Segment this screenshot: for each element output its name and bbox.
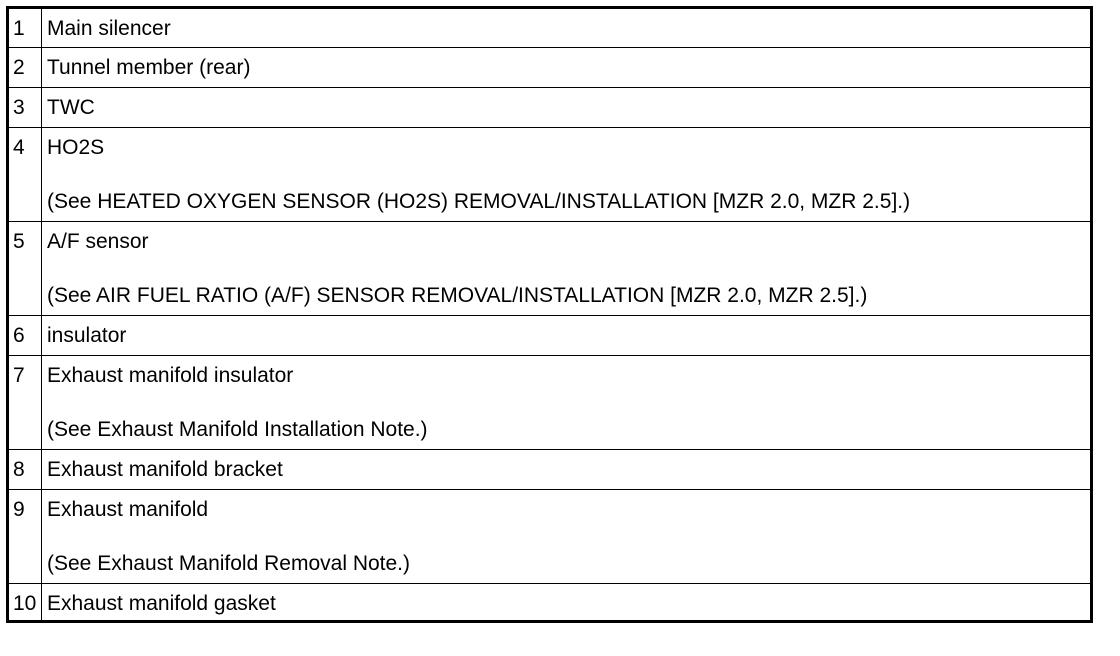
item-number: 4 — [8, 128, 42, 222]
cross-reference-link[interactable]: (See HEATED OXYGEN SENSOR (HO2S) REMOVAL/INSTALLATION [MZR 2.0, MZR 2.5].) — [47, 190, 911, 213]
item-description — [42, 48, 1092, 88]
table-row — [8, 490, 1092, 584]
item-description — [42, 88, 1092, 128]
item-description — [42, 356, 1092, 450]
part-name: HO2S — [47, 136, 105, 159]
item-number: 2 — [8, 48, 42, 88]
part-name: insulator — [47, 324, 127, 347]
item-description — [42, 584, 1092, 622]
table-row — [8, 222, 1092, 316]
table-row — [8, 450, 1092, 490]
table-row — [8, 356, 1092, 450]
part-name: Exhaust manifold bracket — [47, 458, 283, 481]
part-name: Exhaust manifold — [47, 498, 209, 521]
part-name: Main silencer — [47, 17, 171, 40]
cross-reference-link[interactable]: (See Exhaust Manifold Installation Note.) — [47, 418, 428, 441]
item-number: 6 — [8, 316, 42, 356]
part-name: Exhaust manifold gasket — [47, 592, 276, 615]
parts-table-body — [8, 8, 1092, 622]
table-row — [8, 584, 1092, 622]
table-row — [8, 48, 1092, 88]
item-description — [42, 450, 1092, 490]
table-row — [8, 8, 1092, 48]
item-description — [42, 128, 1092, 222]
item-number: 7 — [8, 356, 42, 450]
item-number: 3 — [8, 88, 42, 128]
cross-reference-link[interactable]: (See Exhaust Manifold Removal Note.) — [47, 552, 410, 575]
item-number: 9 — [8, 490, 42, 584]
table-row — [8, 128, 1092, 222]
item-description — [42, 8, 1092, 48]
part-name: Exhaust manifold insulator — [47, 364, 294, 387]
parts-table — [6, 6, 1093, 623]
table-row — [8, 316, 1092, 356]
part-name: TWC — [47, 96, 95, 119]
item-number: 5 — [8, 222, 42, 316]
part-name: Tunnel member (rear) — [47, 56, 251, 79]
item-number: 8 — [8, 450, 42, 490]
item-description — [42, 316, 1092, 356]
item-description — [42, 222, 1092, 316]
item-number: 1 — [8, 8, 42, 48]
part-name: A/F sensor — [47, 230, 149, 253]
cross-reference-link[interactable]: (See AIR FUEL RATIO (A/F) SENSOR REMOVAL/INSTALLATION [MZR 2.0, MZR 2.5].) — [47, 284, 868, 307]
item-description — [42, 490, 1092, 584]
item-number: 10 — [8, 584, 42, 622]
table-row — [8, 88, 1092, 128]
